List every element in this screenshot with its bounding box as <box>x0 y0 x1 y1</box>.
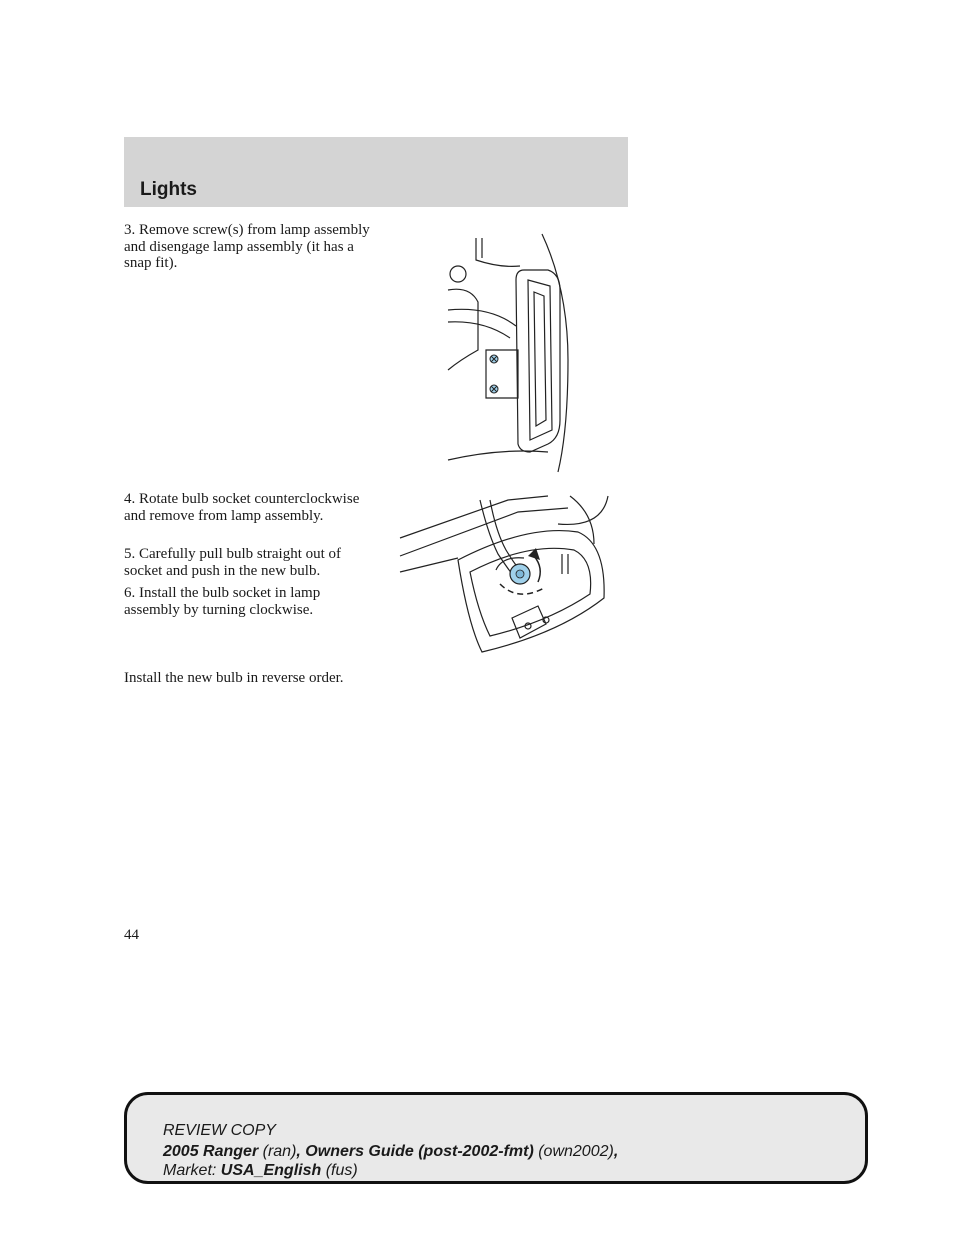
closing-instruction: Install the new bulb in reverse order. <box>124 670 344 686</box>
section-title: Lights <box>140 179 197 200</box>
step-3-text: 3. Remove screw(s) from lamp assembly and disengage lamp assembly (it has a snap fit). <box>124 222 370 271</box>
rotation-path <box>500 584 544 594</box>
step-5-text: 5. Carefully pull bulb straight out of socket and push in the new bulb. <box>124 546 342 579</box>
step-6-text: 6. Install the bulb socket in lamp assembly by turning clockwise. <box>124 585 321 618</box>
footer-market-line: Market: USA_English (fus) <box>163 1162 358 1179</box>
bulb-socket-illustration <box>398 494 613 656</box>
step-4-text: 4. Rotate bulb socket counterclockwise and remove from lamp assembly. <box>124 491 360 524</box>
counterclockwise-arrow-icon <box>534 556 540 582</box>
footer-guide-line: 2005 Ranger (ran), Owners Guide (post-2002-fmt) (own2002), <box>163 1143 619 1160</box>
lamp-assembly-illustration <box>440 230 580 475</box>
section-header-band <box>124 137 628 207</box>
review-copy-label: REVIEW COPY <box>163 1122 276 1139</box>
screw-icon <box>490 385 498 393</box>
review-copy-footer <box>124 1092 868 1184</box>
screw-icon <box>490 355 498 363</box>
bulb-icon <box>510 564 530 584</box>
page-number: 44 <box>124 927 139 943</box>
